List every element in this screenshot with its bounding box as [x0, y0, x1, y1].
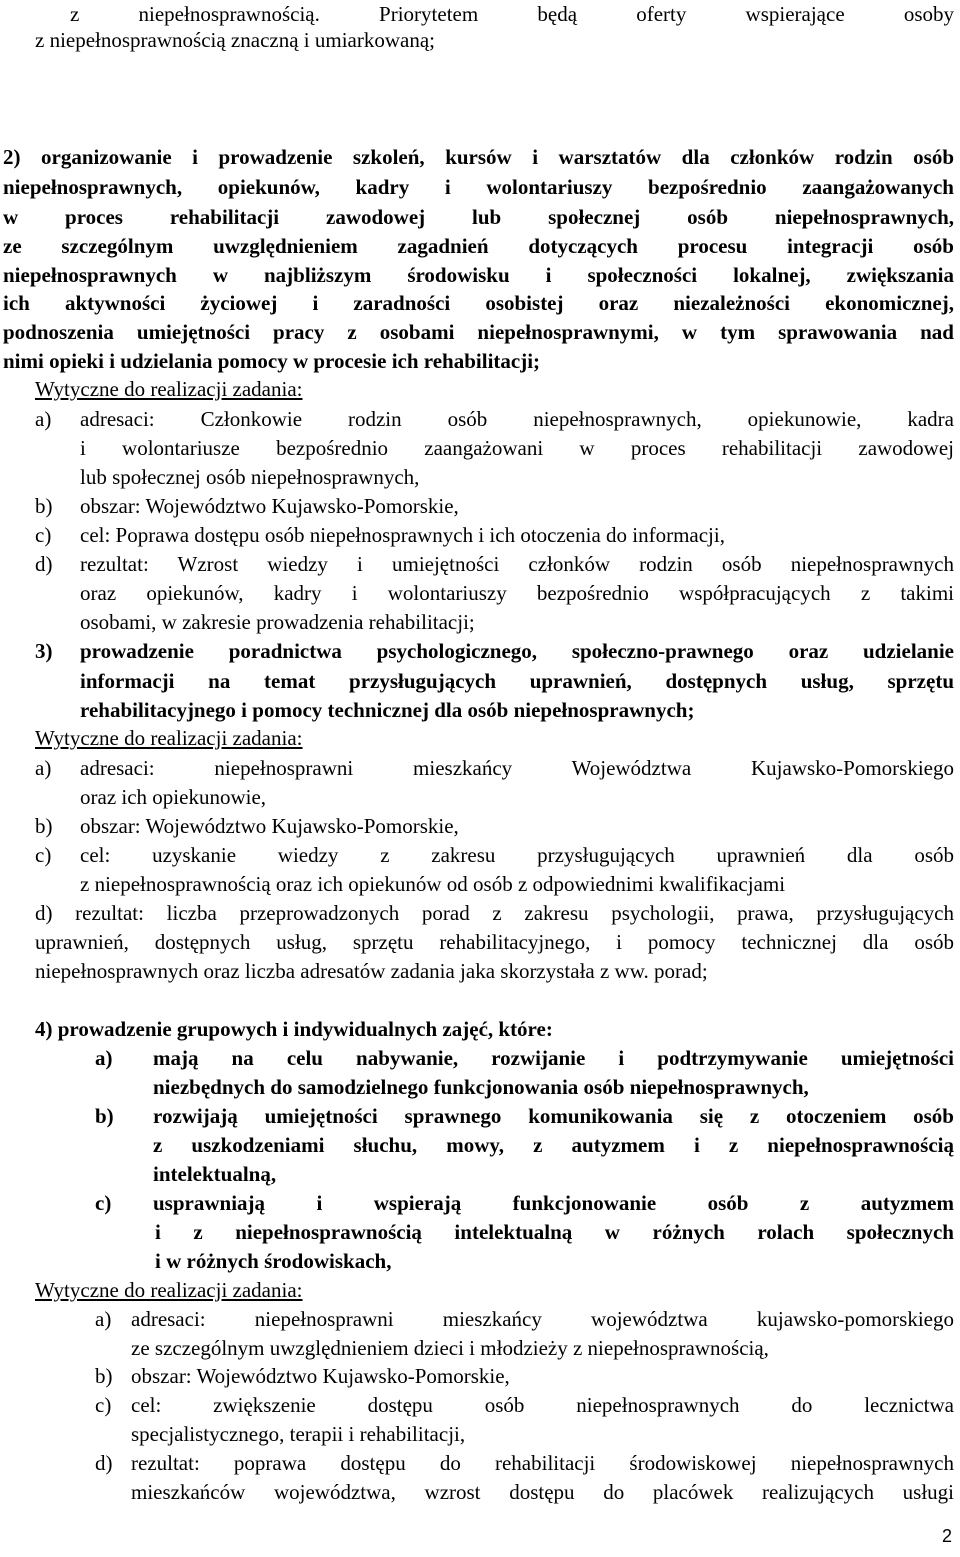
item-2-heading-line: niepełnosprawnych w najbliższym środowisku i społeczności lokalnej, zwiększania	[3, 263, 954, 287]
item-2-d-line: osobami, w zakresie prowadzenia rehabilitacji;	[80, 610, 475, 634]
item-4-guideline-d-line: rezultat: poprawa dostępu do rehabilitacji środowiskowej niepełnosprawnych	[131, 1451, 954, 1475]
guidelines-heading: Wytyczne do realizacji zadania:	[35, 377, 303, 401]
item-2-heading-line: ich aktywności życiowej i zaradności osobistej oraz niezależności ekonomicznej,	[3, 291, 954, 315]
list-marker: d)	[95, 1451, 113, 1475]
item-4-guideline-a-line: adresaci: niepełnosprawni mieszkańcy województwa kujawsko-pomorskiego	[131, 1307, 954, 1331]
intro-line-2: z niepełnosprawnością znaczną i umiarkowaną;	[35, 28, 435, 52]
list-marker: a)	[95, 1046, 113, 1070]
list-marker: c)	[35, 843, 52, 867]
item-2-heading-line: w proces rehabilitacji zawodowej lub społecznej osób niepełnosprawnych,	[3, 205, 954, 229]
item-3-heading-line: prowadzenie poradnictwa psychologicznego, społeczno-prawnego oraz udzielanie	[80, 639, 954, 663]
item-2-heading-line: nimi opieki i udzielania pomocy w procesie ich rehabilitacji;	[3, 349, 541, 373]
list-marker: a)	[35, 407, 52, 431]
item-2-a-line: i wolontariusze bezpośrednio zaangażowani w proces rehabilitacji zawodowej	[80, 436, 954, 460]
item-4-c-line: i z niepełnosprawnością intelektualną w różnych rolach społecznych	[155, 1220, 954, 1244]
item-4-a-line: mają na celu nabywanie, rozwijanie i podtrzymywanie umiejętności	[153, 1046, 954, 1070]
item-2-a-line: adresaci: Członkowie rodzin osób niepełnosprawnych, opiekunowie, kadra	[80, 407, 954, 431]
item-4-guideline-d-line: mieszkańców województwa, wzrost dostępu do placówek realizujących usługi	[131, 1480, 954, 1504]
list-marker: b)	[95, 1364, 113, 1388]
list-marker: c)	[95, 1393, 112, 1417]
item-2-d-line: rezultat: Wzrost wiedzy i umiejętności członków rodzin osób niepełnosprawnych	[80, 552, 954, 576]
list-marker: b)	[95, 1104, 114, 1128]
item-2-heading-line: ze szczególnym uwzględnieniem zagadnień dotyczących procesu integracji osób	[3, 234, 954, 258]
item-4-guideline-a-line: ze szczególnym uwzględnieniem dzieci i młodzieży z niepełnosprawnością,	[131, 1336, 769, 1360]
list-marker: b)	[35, 814, 53, 838]
list-marker: d)	[35, 552, 53, 576]
item-3-b-text: obszar: Województwo Kujawsko-Pomorskie,	[80, 814, 459, 838]
item-3-marker: 3)	[35, 639, 53, 663]
item-4-b-line: z uszkodzeniami słuchu, mowy, z autyzmem i z niepełnosprawnością	[153, 1133, 954, 1157]
item-3-a-line: oraz ich opiekunowie,	[80, 785, 267, 809]
guidelines-heading: Wytyczne do realizacji zadania:	[35, 726, 303, 750]
intro-line-1: z niepełnosprawnością. Priorytetem będą oferty wspierające osoby	[70, 2, 954, 26]
item-2-c-text: cel: Poprawa dostępu osób niepełnosprawnych i ich otoczenia do informacji,	[80, 523, 725, 547]
item-4-heading: 4) prowadzenie grupowych i indywidualnych zajęć, które:	[35, 1017, 553, 1041]
item-4-c-line: usprawniają i wspierają funkcjonowanie osób z autyzmem	[153, 1191, 954, 1215]
item-3-heading-line: informacji na temat przysługujących uprawnień, dostępnych usług, sprzętu	[80, 669, 954, 693]
item-2-heading-line: podnoszenia umiejętności pracy z osobami niepełnosprawnymi, w tym sprawowania nad	[3, 320, 954, 344]
page-number: 2	[942, 1526, 953, 1546]
item-2-b-text: obszar: Województwo Kujawsko-Pomorskie,	[80, 494, 459, 518]
item-3-d-line: niepełnosprawnych oraz liczba adresatów zadania jaka skorzystała z ww. porad;	[35, 959, 708, 983]
item-4-a-line: niezbędnych do samodzielnego funkcjonowania osób niepełnosprawnych,	[153, 1075, 809, 1099]
item-2-heading-line: niepełnosprawnych, opiekunów, kadry i wolontariuszy bezpośrednio zaangażowanych	[3, 175, 954, 199]
item-3-a-line: adresaci: niepełnosprawni mieszkańcy Województwa Kujawsko-Pomorskiego	[80, 756, 954, 780]
item-3-d-line: uprawnień, dostępnych usług, sprzętu rehabilitacyjnego, i pomocy technicznej dla osób	[35, 930, 954, 954]
list-marker: a)	[35, 756, 52, 780]
item-2-heading-line: 2) organizowanie i prowadzenie szkoleń, kursów i warsztatów dla członków rodzin osób	[3, 145, 954, 169]
item-3-heading-line: rehabilitacyjnego i pomocy technicznej dla osób niepełnosprawnych;	[80, 698, 695, 722]
list-marker: a)	[95, 1307, 112, 1331]
list-marker: c)	[95, 1191, 112, 1215]
list-marker: c)	[35, 523, 52, 547]
list-marker: b)	[35, 494, 53, 518]
item-4-b-line: intelektualną,	[153, 1162, 277, 1186]
item-4-guideline-c-line: specjalistycznego, terapii i rehabilitacji,	[131, 1422, 466, 1446]
item-4-b-line: rozwijają umiejętności sprawnego komunikowania się z otoczeniem osób	[153, 1104, 954, 1128]
item-4-c-line: i w różnych środowiskach,	[155, 1249, 392, 1273]
item-3-d-line: d) rezultat: liczba przeprowadzonych porad z zakresu psychologii, prawa, przysługujących	[35, 901, 954, 925]
item-2-a-line: lub społecznej osób niepełnosprawnych,	[80, 465, 420, 489]
guidelines-heading: Wytyczne do realizacji zadania:	[35, 1278, 303, 1302]
item-4-guideline-c-line: cel: zwiększenie dostępu osób niepełnosprawnych do lecznictwa	[131, 1393, 954, 1417]
item-3-c-line: cel: uzyskanie wiedzy z zakresu przysługujących uprawnień dla osób	[80, 843, 954, 867]
item-2-d-line: oraz opiekunów, kadry i wolontariuszy bezpośrednio współpracujących z takimi	[80, 581, 954, 605]
item-3-c-line: z niepełnosprawnością oraz ich opiekunów od osób z odpowiednimi kwalifikacjami	[80, 872, 786, 896]
item-4-guideline-b-text: obszar: Województwo Kujawsko-Pomorskie,	[131, 1364, 510, 1388]
